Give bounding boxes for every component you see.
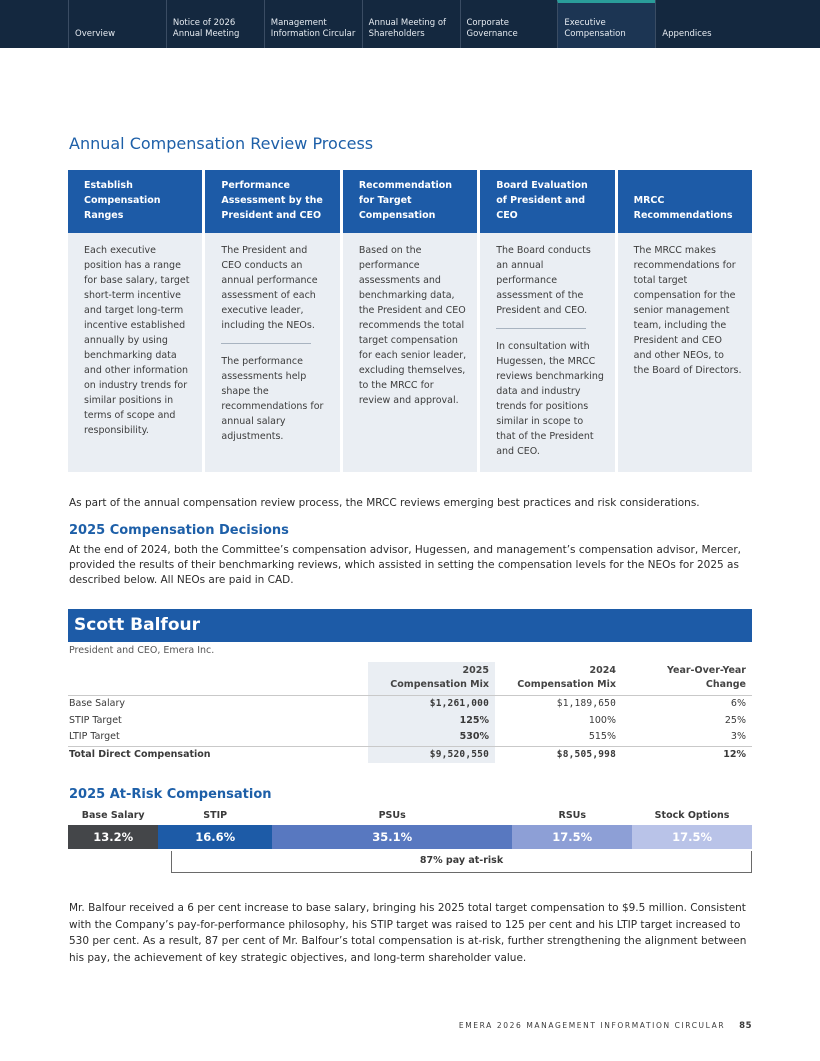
header-line: Compensation Mix bbox=[390, 679, 489, 690]
tab-appendices[interactable] bbox=[655, 0, 820, 48]
footer-text: EMERA 2026 MANAGEMENT INFORMATION CIRCULAR bbox=[458, 1021, 726, 1030]
top-nav bbox=[0, 0, 820, 48]
value-2025: $9,520,550 bbox=[368, 746, 495, 763]
step-body bbox=[205, 233, 339, 472]
at-risk-segment: 13.2% bbox=[68, 825, 158, 849]
header-2025 bbox=[368, 662, 495, 696]
at-risk-segment: 16.6% bbox=[158, 825, 272, 849]
row-label: Base Salary bbox=[69, 698, 125, 709]
value-2024: 100% bbox=[588, 714, 616, 726]
process-step bbox=[618, 170, 752, 472]
table-row bbox=[68, 696, 752, 713]
step-title: Recommendation for Target Compensation bbox=[343, 170, 477, 233]
at-risk-title: 2025 At-Risk Compensation bbox=[69, 787, 272, 802]
value-2024: 515% bbox=[588, 731, 616, 742]
value-2025: $1,261,000 bbox=[368, 696, 495, 713]
value-yoy: 12% bbox=[622, 746, 752, 763]
tab-label-line1: Management bbox=[270, 18, 327, 28]
value-2025: 125% bbox=[368, 713, 495, 730]
header-line: Change bbox=[705, 679, 746, 690]
row-label: LTIP Target bbox=[69, 731, 120, 742]
at-risk-bar bbox=[68, 825, 752, 849]
process-step bbox=[480, 170, 614, 472]
tab-label-line1: Corporate bbox=[466, 18, 509, 28]
tab-label-line1: Annual Meeting of bbox=[368, 18, 447, 28]
at-risk-segment: 35.1% bbox=[272, 825, 512, 849]
page-number: 85 bbox=[739, 1021, 752, 1031]
table-row bbox=[68, 713, 752, 730]
step-title: Board Evaluation of President and CEO bbox=[480, 170, 614, 233]
header-line: Year-Over-Year bbox=[667, 665, 746, 676]
tab-label-line1: Executive bbox=[564, 18, 606, 28]
tab-label-line1: Notice of 2026 bbox=[172, 18, 236, 28]
header-yoy bbox=[622, 662, 752, 696]
step-text: The President and CEO conducts an annual performance assessment of each executive leader, including the NEOs. bbox=[221, 245, 318, 331]
tab-label-line2: Governance bbox=[466, 29, 518, 39]
at-risk-segment-label: Base Salary bbox=[81, 810, 145, 821]
at-risk-segment-label: STIP bbox=[203, 810, 228, 821]
tab-label-line2: Annual Meeting bbox=[172, 29, 240, 39]
decisions-text: At the end of 2024, both the Committee’s compensation advisor, Hugessen, and management’s compensation advisor, Mercer, provided the results of their benchmarking reviews, which assisted in setting the compensation levels for the NEOs for 2025 as described below. All NEOs are paid in CAD. bbox=[69, 544, 742, 586]
step-text: Each executive position has a range for base salary, target short-term incentive and target long-term incentive established annually by using benchmarking data and other information on industry trends for similar positions in terms of scope and responsibility. bbox=[84, 245, 190, 436]
at-risk-segment: 17.5% bbox=[632, 825, 752, 849]
section-title: Annual Compensation Review Process bbox=[69, 134, 374, 153]
tab-executive-compensation[interactable] bbox=[557, 0, 655, 48]
tab-notice[interactable] bbox=[166, 0, 264, 48]
review-note: As part of the annual compensation review process, the MRCC reviews emerging best practices and risk considerations. bbox=[69, 497, 700, 509]
value-2025: 530% bbox=[368, 729, 495, 746]
tab-label-line2: Compensation bbox=[564, 29, 626, 39]
at-risk-bracket-label: 87% pay at-risk bbox=[419, 855, 504, 866]
tab-annual-meeting[interactable] bbox=[362, 0, 460, 48]
divider bbox=[496, 328, 586, 329]
table-total-row bbox=[68, 746, 752, 763]
step-body bbox=[618, 233, 752, 472]
header-line: 2024 bbox=[589, 665, 616, 676]
closing-text: Mr. Balfour received a 6 per cent increase to base salary, bringing his 2025 total target compensation to $9.5 million. Consistent with the Company’s pay-for-performance philosophy, his STIP target was raised to 125 per cent and his LTIP target increased to 530 per cent. As a result, 87 per cent of Mr. Balfour’s total compensation is at-risk, further strengthening the alignment between his pay, the achievement of key strategic objectives, and long-term shareholder value. bbox=[69, 902, 747, 964]
step-text-secondary: In consultation with Hugessen, the MRCC reviews benchmarking data and industry trends for positions similar in scope to that of the President and CEO. bbox=[496, 341, 604, 457]
neo-name-banner: Scott Balfour bbox=[68, 609, 752, 642]
header-blank bbox=[68, 662, 368, 696]
at-risk-segment-label: Stock Options bbox=[654, 810, 730, 821]
at-risk-segment: 17.5% bbox=[512, 825, 632, 849]
decisions-title: 2025 Compensation Decisions bbox=[69, 523, 289, 538]
tab-overview[interactable] bbox=[68, 0, 166, 48]
row-label: Total Direct Compensation bbox=[68, 746, 368, 763]
step-body bbox=[343, 233, 477, 472]
header-line: Compensation Mix bbox=[517, 679, 616, 690]
header-line: 2025 bbox=[462, 665, 489, 676]
header-2024 bbox=[495, 662, 622, 696]
step-body bbox=[480, 233, 614, 472]
at-risk-segment-label: PSUs bbox=[378, 810, 406, 821]
step-body bbox=[68, 233, 202, 472]
step-title: MRCC Recommendations bbox=[618, 170, 752, 233]
process-step bbox=[343, 170, 477, 472]
tab-label-line2: Information Circular bbox=[270, 29, 356, 39]
at-risk-segment-label: RSUs bbox=[558, 810, 587, 821]
divider bbox=[221, 343, 311, 344]
row-label: STIP Target bbox=[69, 714, 122, 726]
tab-label-line2: Overview bbox=[75, 29, 116, 39]
process-step bbox=[205, 170, 339, 472]
value-yoy: 25% bbox=[724, 714, 746, 726]
step-title: Establish Compensation Ranges bbox=[68, 170, 202, 233]
at-risk-labels bbox=[68, 810, 752, 822]
tab-label-line2: Appendices bbox=[662, 29, 712, 39]
tab-management-info[interactable] bbox=[264, 0, 362, 48]
tab-label-line2: Shareholders bbox=[368, 29, 425, 39]
step-text: The Board conducts an annual performance assessment of the President and CEO. bbox=[496, 245, 591, 316]
step-text: Based on the performance assessments and benchmarking data, the President and CEO recommends the total target compensation for each senior leader, excluding themselves, to the MRCC for review and approval. bbox=[358, 245, 467, 406]
value-2024: $1,189,650 bbox=[556, 698, 616, 709]
value-2024: $8,505,998 bbox=[495, 746, 622, 763]
tab-governance[interactable] bbox=[460, 0, 558, 48]
value-yoy: 3% bbox=[730, 731, 746, 742]
neo-role: President and CEO, Emera Inc. bbox=[69, 645, 215, 656]
step-text: The MRCC makes recommendations for total target compensation for the senior management team, including the President and CEO and other NEOs, to the Board of Directors. bbox=[633, 245, 742, 376]
review-process-grid bbox=[68, 170, 752, 472]
table-header-row bbox=[68, 662, 752, 696]
value-yoy: 6% bbox=[730, 698, 746, 709]
step-text-secondary: The performance assessments help shape the recommendations for annual salary adjustments. bbox=[221, 356, 324, 442]
table-row bbox=[68, 729, 752, 746]
compensation-table bbox=[68, 662, 752, 763]
step-title: Performance Assessment by the President and CEO bbox=[205, 170, 339, 233]
process-step bbox=[68, 170, 202, 472]
page-footer bbox=[459, 1021, 752, 1031]
